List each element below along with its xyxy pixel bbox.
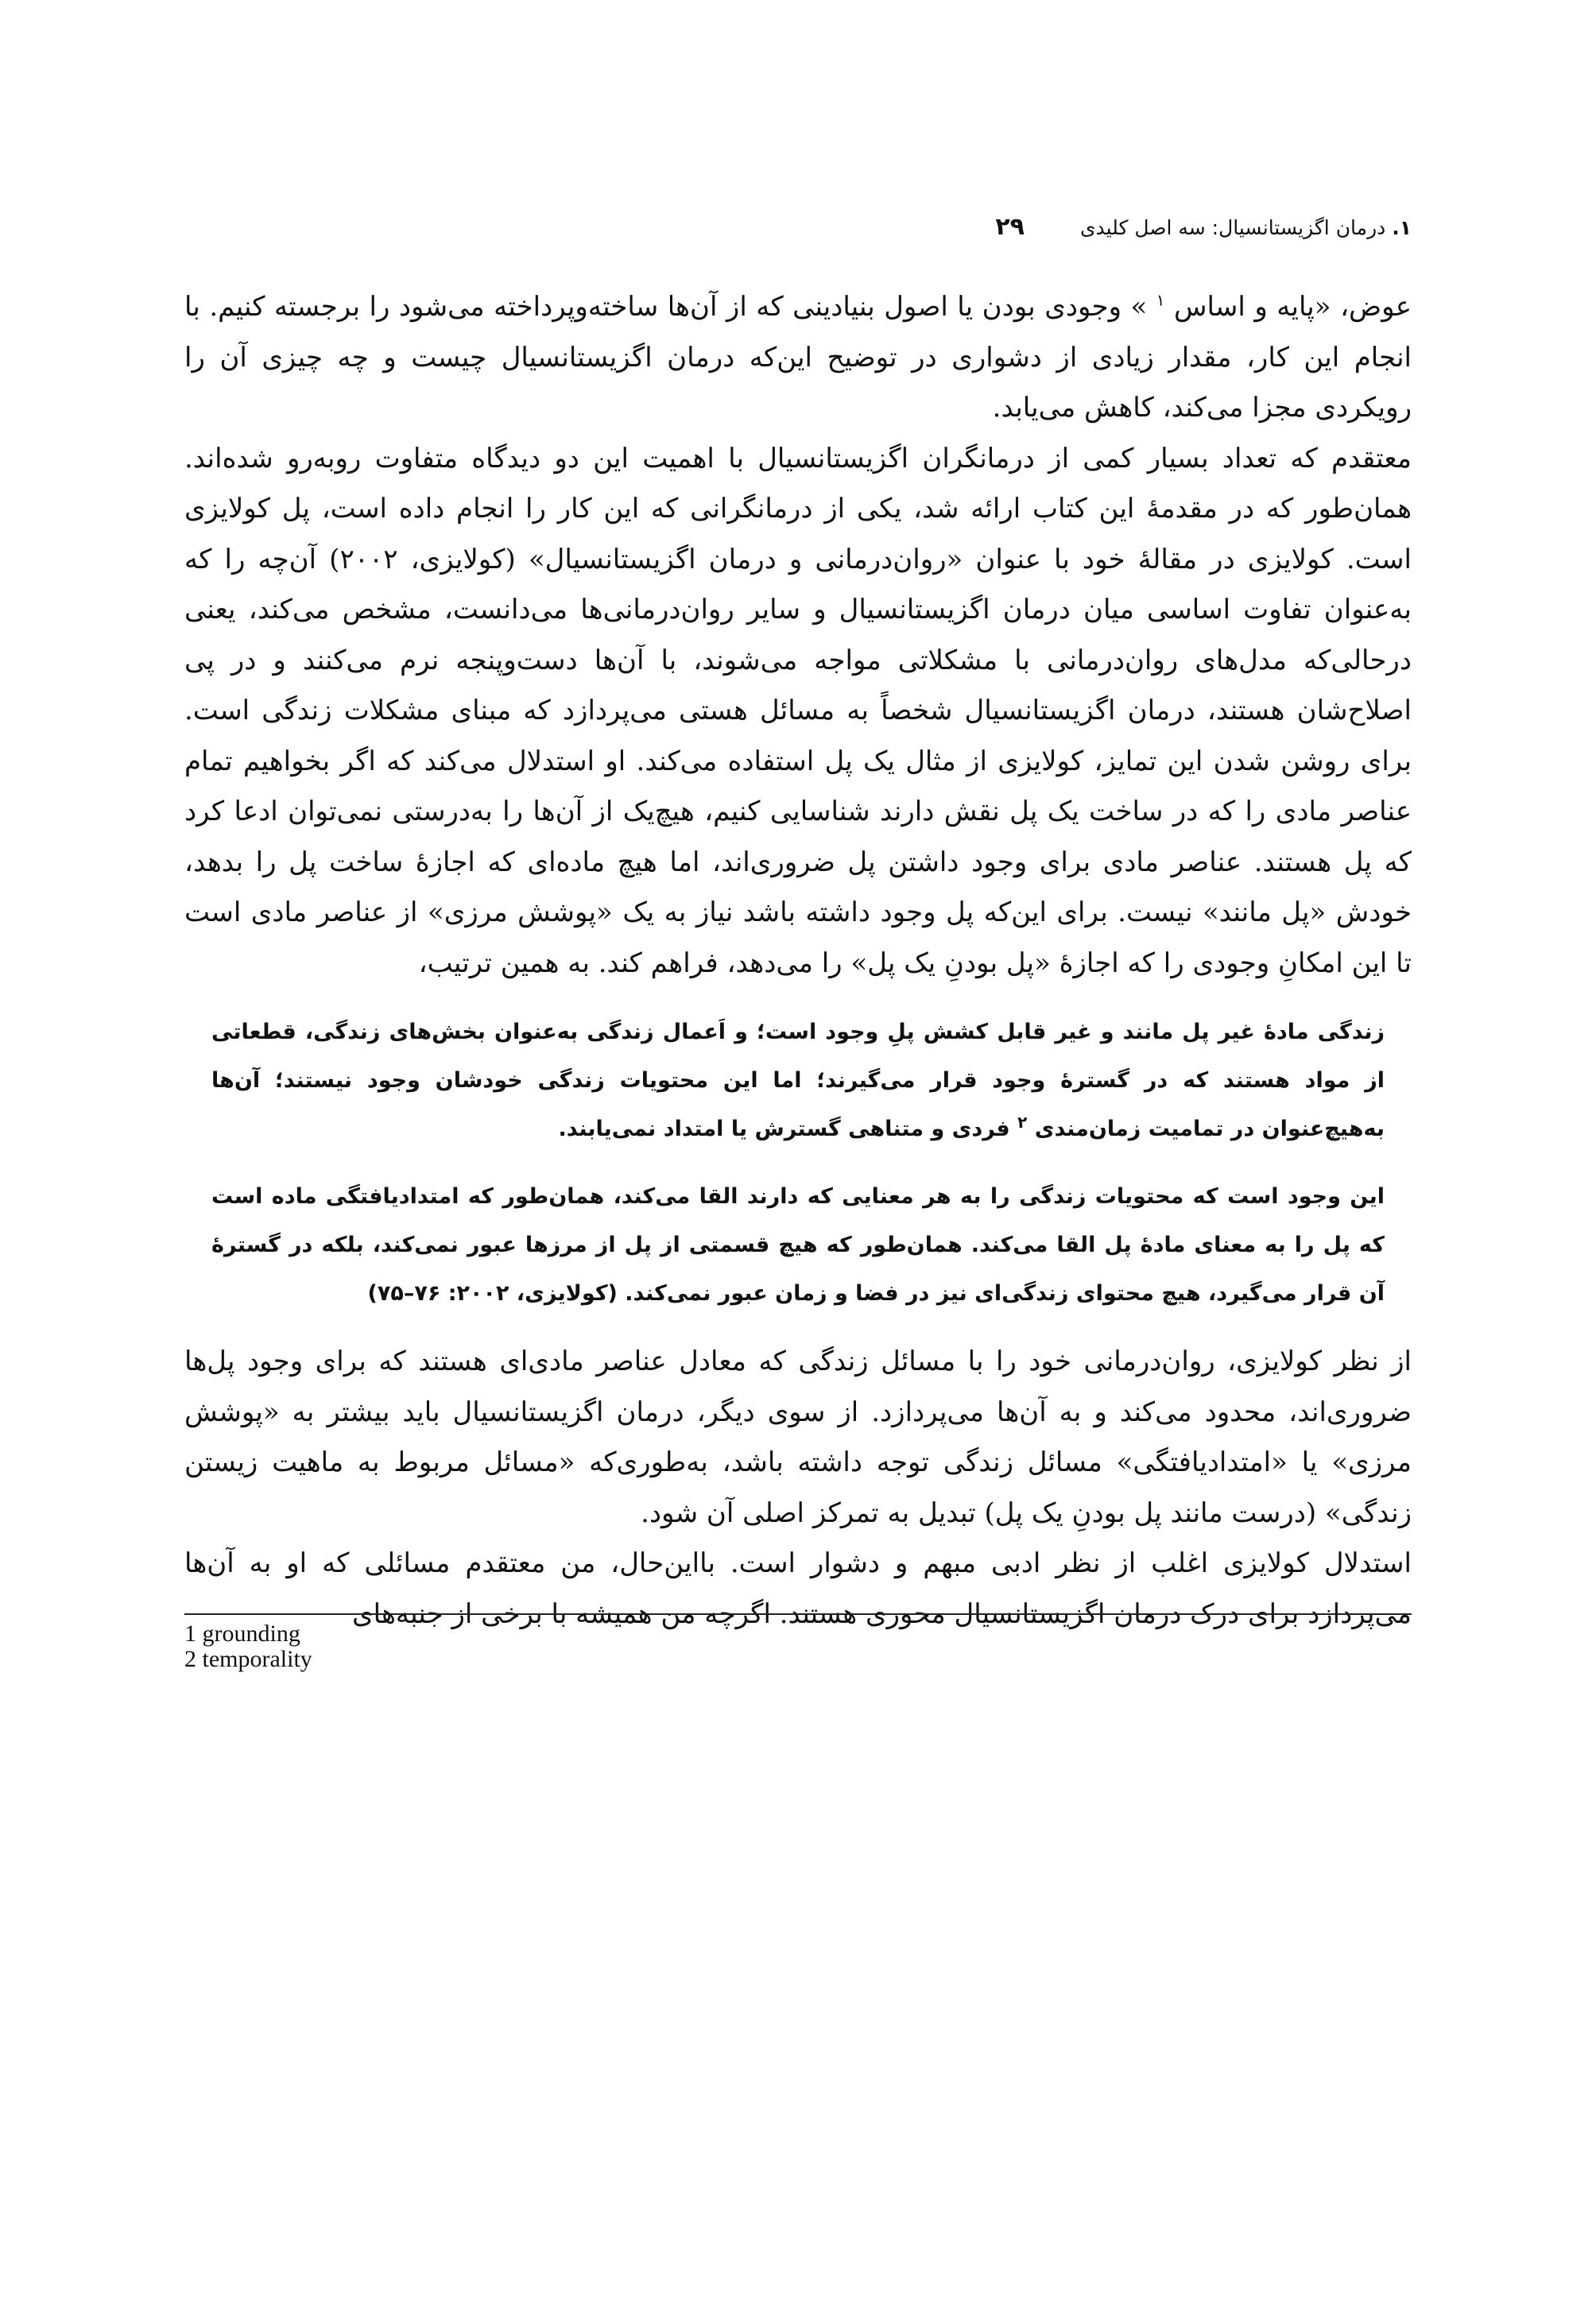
footnote-marker-1[interactable]: ۱ [1156, 290, 1165, 310]
footnote-marker-2[interactable]: ۲ [1017, 1113, 1028, 1132]
body-text [184, 282, 1412, 1640]
paragraph-2: معتقدم که تعداد بسیار کمی از درمانگران اگزیستانسیال با اهمیت این دو دیدگاه متفاوت روبه‌رو شده‌اند. همان‌طور که در مقدمهٔ این کتاب ارائه شد، یکی از درمانگرانی که این کار را انجام داده است، پل کولایزی است. کولایزی در مقالهٔ خود با عنوان «روان‌درمانی و درمان اگزیستانسیال» (کولایزی، ۲۰۰۲) آن‌چه را که به‌عنوان تفاوت اساسی میان درمان اگزیستانسیال و سایر روان‌درمانی‌ها می‌دانست، مشخص می‌کند، یعنی درحالی‌که مدل‌های روان‌درمانی با مشکلاتی مواجه می‌شوند، با آن‌ها دست‌وپنجه نرم می‌کنند و در پی اصلاح‌شان هستند، درمان اگزیستانسیال شخصاً به مسائل هستی می‌پردازد که مبنای مشکلات زندگی است. برای روشن شدن این تمایز، کولایزی از مثال یک پل استفاده می‌کند. او استدلال می‌کند که اگر بخواهیم تمام عناصر مادی را که در ساخت یک پل نقش دارند شناسایی کنیم، هیچ‌یک از آن‌ها را به‌درستی نمی‌توان ادعا کرد که پل هستند. عناصر مادی برای وجود داشتن پل ضروری‌اند، اما هیچ ماده‌ای که اجازهٔ ساخت پل را بدهد، خودش «پل مانند» نیست. برای این‌که پل وجود داشته باشد نیاز به یک «پوشش مرزی» از عناصر مادی است تا این امکانِ وجودی را که اجازهٔ «پل بودنِ یک پل» را می‌دهد، فراهم کند. به همین ترتیب، [184, 442, 1412, 979]
footnote-1: 1 grounding [184, 1620, 300, 1647]
quote-text: فردی و متناهی گسترش یا امتداد نمی‌یابند. [558, 1117, 1010, 1141]
chapter-heading [1080, 216, 1412, 239]
paragraph-text: عوض، «پایه و اساس [1174, 291, 1412, 323]
paragraph-4: استدلال کولایزی اغلب از نظر ادبی مبهم و دشوار است. بااین‌حال، من معتقدم مسائلی که او به آن‌ها می‌پردازد برای درک درمان اگزیستانسیال محوری هستند. اگرچه من همیشه با برخی از جنبه‌های [184, 1547, 1412, 1630]
chapter-number: ۱. [1392, 216, 1412, 239]
footnotes [184, 1621, 820, 1672]
paragraph-text: » وجودی بودن یا اصول بنیادینی که از آن‌ها ساخته‌وپرداخته می‌شود را برجسته کنیم. با انجام این کار، مقدار زیادی از دشواری در توضیح این‌که درمان اگزیستانسیال چیست و چه چیزی آن را رویکردی مجزا می‌کند، کاهش می‌یابد. [184, 291, 1412, 424]
paragraph-3: از نظر کولایزی، روان‌درمانی خود را با مسائل زندگی که معادل عناصر مادی‌ای هستند که برای وجود پل‌ها ضروری‌اند، محدود می‌کند و به آن‌ها می‌پردازد. از سوی دیگر، درمان اگزیستانسیال باید بیشتر به «پوشش مرزی» یا «امتدادیافتگی» مسائل زندگی توجه داشته باشد، به‌طوری‌که «مسائل مربوط به ماهیت زیستن زندگی» (درست مانند پل بودنِ یک پل) تبدیل به تمرکز اصلی آن شود. [184, 1346, 1412, 1529]
quote-text: زندگی مادهٔ غیر پل مانند و غیر قابل کشش پلِ وجود است؛ و اَعمال زندگی به‌عنوان بخش‌های زندگی، قطعاتی از مواد هستند که در گسترهٔ وجود قرار می‌گیرند؛ اما این محتویات زندگی خودشان وجود نیستند؛ آن‌ها به‌هیچ‌عنوان در تمامیت زمان‌مندی [211, 1020, 1385, 1141]
page-number: ۲۹ [995, 213, 1025, 241]
running-head [184, 213, 1412, 241]
block-quote-1 [184, 1008, 1412, 1153]
block-quote-2: این وجود است که محتویات زندگی را به هر معنایی که دارند القا می‌کند، همان‌طور که امتدادیافتگی ماده است که پل را به معنای مادهٔ پل القا می‌کند. همان‌طور که هیچ قسمتی از پل از مرزها عبور نمی‌کند، بلکه در گسترهٔ آن قرار می‌گیرد، هیچ محتوای زندگی‌ای نیز در فضا و زمان عبور نمی‌کند. (کولایزی، ۲۰۰۲: ۷۶–۷۵) [211, 1184, 1385, 1306]
chapter-title: درمان اگزیستانسیال: سه اصل کلیدی [1079, 216, 1386, 239]
footnote-2: 2 temporality [184, 1646, 312, 1672]
footnote-divider [184, 1613, 1412, 1615]
paragraph-1 [184, 282, 1412, 434]
